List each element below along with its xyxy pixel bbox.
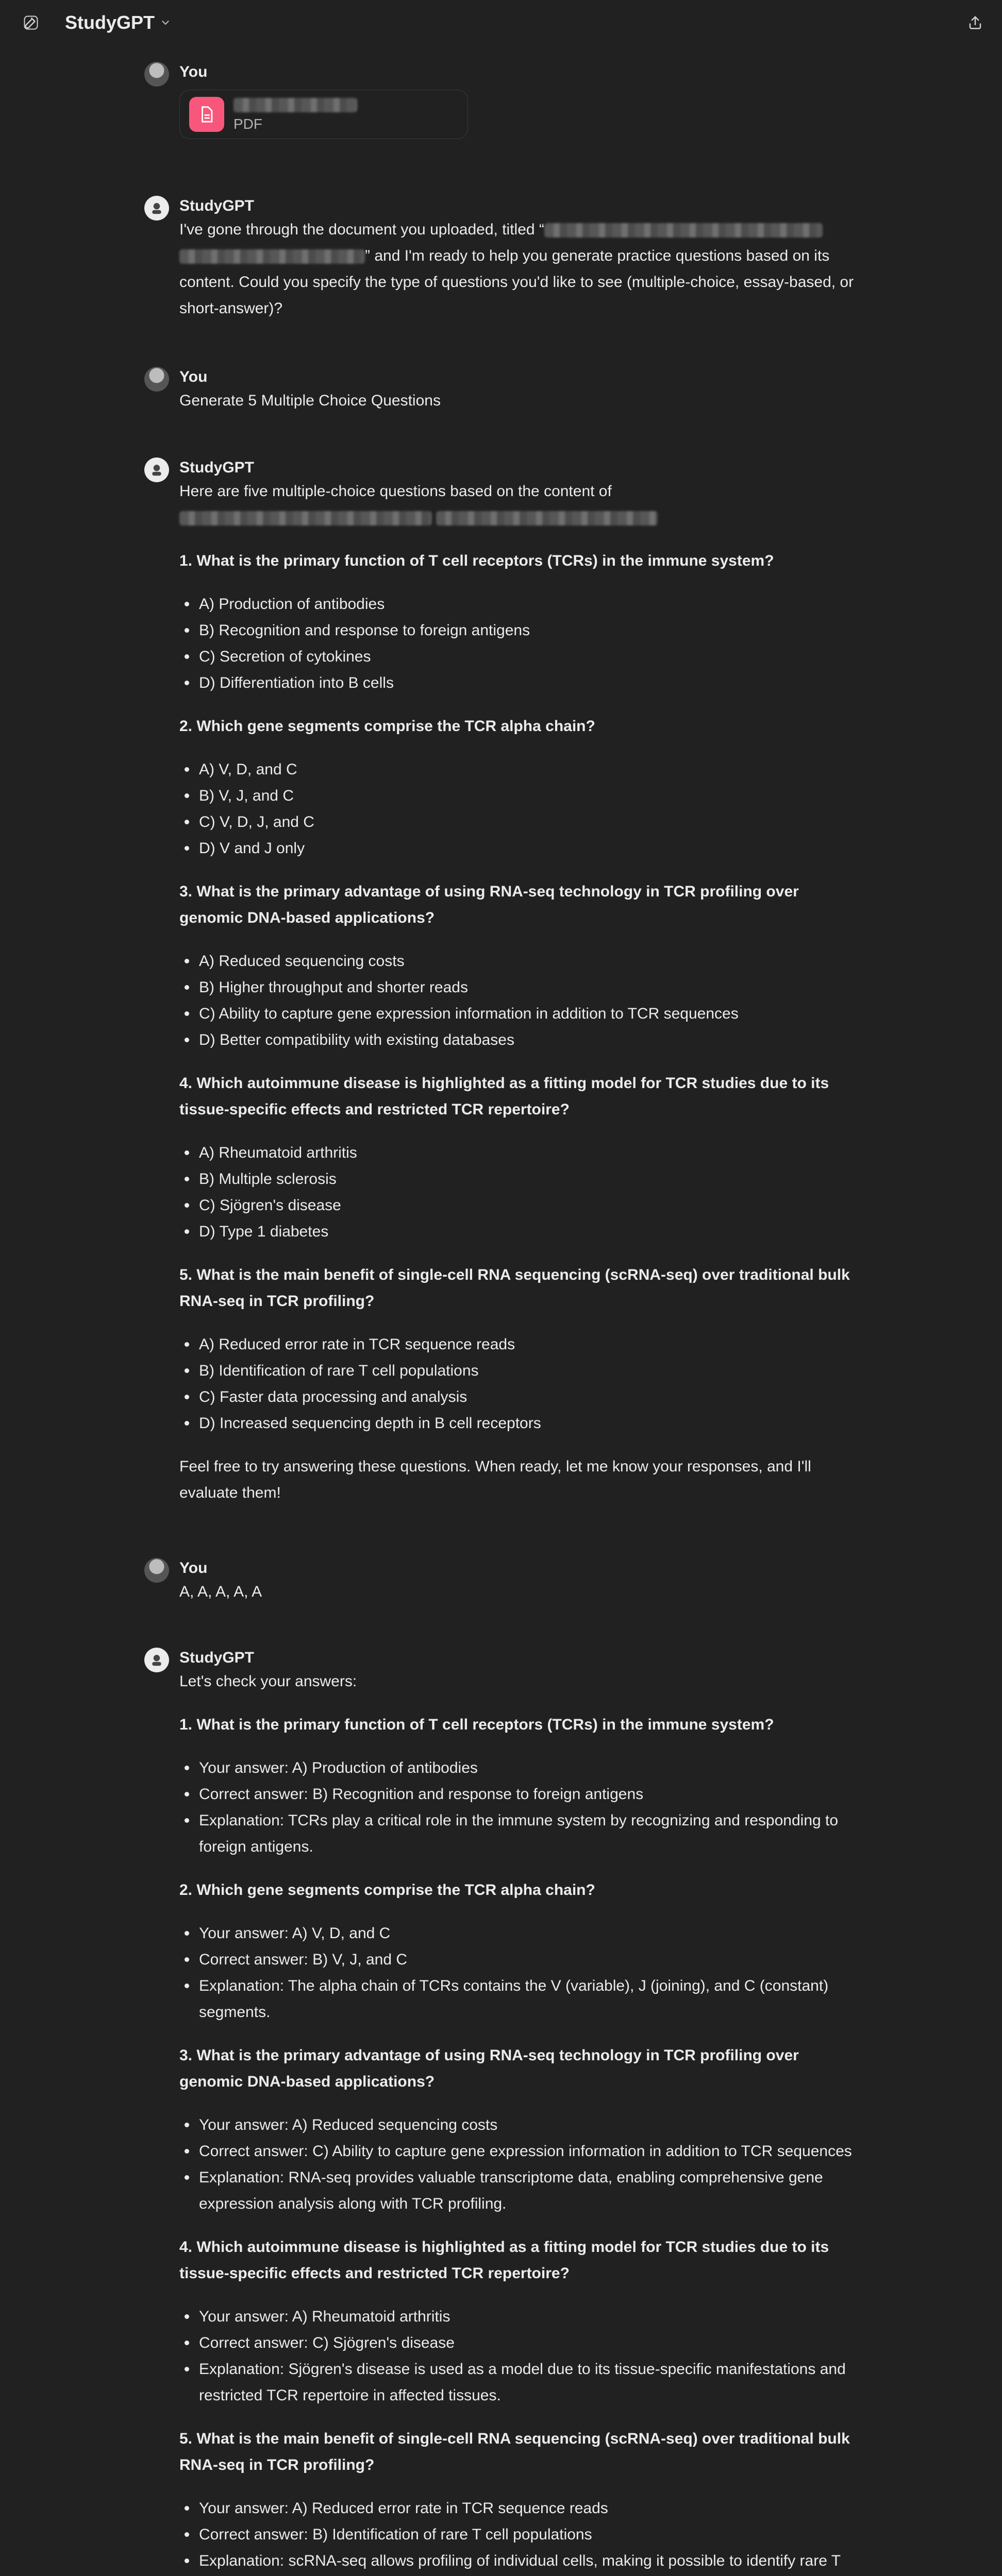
option-item: D) Increased sequencing depth in B cell receptors	[199, 1410, 866, 1436]
your-answer: Your answer: A) Rheumatoid arthritis	[199, 2303, 866, 2330]
user-avatar	[144, 1558, 169, 1583]
message-text: I've gone through the document you uploaded, titled “ ” and I'm ready to help you generate practice questions based on its content. Could you specify the type of questions you'd like to see (multiple-choice, essay-based, or short-answer)?	[179, 221, 854, 317]
file-attachment[interactable]	[179, 90, 468, 139]
assistant-message	[144, 196, 866, 321]
question-heading: 4. Which autoimmune disease is highlighted as a fitting model for TCR studies due to its tissue-specific effects and restricted TCR repertoire?	[179, 1075, 829, 1118]
sender-name: StudyGPT	[179, 197, 255, 214]
top-bar	[0, 0, 1002, 45]
option-item: B) Multiple sclerosis	[199, 1166, 866, 1192]
explanation: Explanation: Sjögren's disease is used as a model due to its tissue-specific manifestations and restricted TCR repertoire in affected tissues.	[199, 2356, 866, 2409]
studygpt-logo-icon	[149, 200, 164, 216]
user-message	[144, 1558, 866, 1605]
answer-list	[179, 2495, 866, 2576]
share-button[interactable]	[961, 8, 990, 37]
option-item: B) V, J, and C	[199, 783, 866, 809]
model-selector[interactable]	[65, 11, 171, 34]
studygpt-avatar	[144, 1648, 169, 1672]
user-message	[144, 367, 866, 414]
option-item: D) Type 1 diabetes	[199, 1218, 866, 1245]
redacted-title	[436, 511, 658, 526]
option-item: B) Identification of rare T cell populations	[199, 1358, 866, 1384]
studygpt-avatar	[144, 457, 169, 482]
correct-answer: Correct answer: B) V, J, and C	[199, 1946, 866, 1973]
studygpt-logo-icon	[149, 1652, 164, 1668]
answer-list	[179, 2303, 866, 2409]
model-name: StudyGPT	[65, 12, 155, 33]
question-heading: 2. Which gene segments comprise the TCR alpha chain?	[179, 1882, 595, 1899]
studygpt-avatar	[144, 196, 169, 221]
options-list	[179, 591, 866, 696]
user-avatar	[144, 62, 169, 87]
option-item: B) Recognition and response to foreign antigens	[199, 617, 866, 643]
answer-list	[179, 2112, 866, 2217]
option-item: A) Production of antibodies	[199, 591, 866, 617]
options-list	[179, 1331, 866, 1436]
option-item: D) Better compatibility with existing databases	[199, 1027, 866, 1053]
option-item: C) Secretion of cytokines	[199, 643, 866, 670]
option-item: A) Reduced sequencing costs	[199, 948, 866, 974]
file-type: PDF	[233, 116, 262, 132]
message-text: Generate 5 Multiple Choice Questions	[179, 392, 441, 409]
your-answer: Your answer: A) Production of antibodies	[199, 1755, 866, 1781]
your-answer: Your answer: A) Reduced error rate in TCR sequence reads	[199, 2495, 866, 2521]
option-item: A) V, D, and C	[199, 756, 866, 783]
studygpt-logo-icon	[149, 462, 164, 478]
correct-answer: Correct answer: B) Recognition and response to foreign antigens	[199, 1781, 866, 1807]
question-heading: 5. What is the main benefit of single-cell RNA sequencing (scRNA-seq) over traditional bulk RNA-seq in TCR profiling?	[179, 2430, 850, 2473]
message-intro: Let's check your answers:	[179, 1673, 357, 1690]
new-chat-button[interactable]	[16, 8, 45, 37]
option-item: C) Sjögren's disease	[199, 1192, 866, 1218]
redacted-title	[179, 249, 365, 264]
assistant-message	[144, 457, 866, 1506]
option-item: A) Reduced error rate in TCR sequence reads	[199, 1331, 866, 1358]
option-item: C) Faster data processing and analysis	[199, 1384, 866, 1410]
correct-answer: Correct answer: C) Ability to capture gene expression information in addition to TCR sequences	[199, 2138, 866, 2164]
your-answer: Your answer: A) Reduced sequencing costs	[199, 2112, 866, 2138]
explanation: Explanation: TCRs play a critical role in the immune system by recognizing and responding to foreign antigens.	[199, 1807, 866, 1860]
question-heading: 4. Which autoimmune disease is highlighted as a fitting model for TCR studies due to its tissue-specific effects and restricted TCR repertoire?	[179, 2239, 829, 2282]
answer-list	[179, 1755, 866, 1860]
edit-icon	[23, 15, 39, 30]
question-heading: 1. What is the primary function of T cell receptors (TCRs) in the immune system?	[179, 1716, 774, 1733]
your-answer: Your answer: A) V, D, and C	[199, 1920, 866, 1946]
correct-answer: Correct answer: B) Identification of rare T cell populations	[199, 2521, 866, 2548]
assistant-message	[144, 1648, 866, 2576]
redacted-title	[544, 223, 823, 238]
sender-name: You	[179, 368, 208, 385]
question-heading: 2. Which gene segments comprise the TCR alpha chain?	[179, 718, 595, 735]
option-item: B) Higher throughput and shorter reads	[199, 974, 866, 1001]
correct-answer: Correct answer: C) Sjögren's disease	[199, 2330, 866, 2356]
sender-name: StudyGPT	[179, 459, 255, 476]
question-heading: 3. What is the primary advantage of using RNA-seq technology in TCR profiling over genomic DNA-based applications?	[179, 883, 799, 926]
share-icon	[967, 15, 983, 30]
option-item: A) Rheumatoid arthritis	[199, 1140, 866, 1166]
options-list	[179, 1140, 866, 1245]
message-outro: Feel free to try answering these questions. When ready, let me know your responses, and I'll evaluate them!	[179, 1458, 811, 1501]
options-list	[179, 948, 866, 1053]
redacted-title	[179, 511, 432, 526]
explanation: Explanation: RNA-seq provides valuable transcriptome data, enabling comprehensive gene expression analysis along with TCR profiling.	[199, 2164, 866, 2217]
sender-name: You	[179, 1560, 208, 1577]
question-heading: 3. What is the primary advantage of using RNA-seq technology in TCR profiling over genomic DNA-based applications?	[179, 2047, 799, 2090]
option-item: D) V and J only	[199, 835, 866, 861]
option-item: C) Ability to capture gene expression information in addition to TCR sequences	[199, 1001, 866, 1027]
chevron-down-icon	[160, 17, 171, 28]
redacted-file-name	[233, 98, 357, 112]
user-avatar	[144, 367, 169, 392]
sender-name: You	[179, 63, 208, 80]
options-list	[179, 756, 866, 861]
explanation: Explanation: The alpha chain of TCRs contains the V (variable), J (joining), and C (constant) segments.	[199, 1973, 866, 2025]
message-text: A, A, A, A, A	[179, 1583, 262, 1600]
option-item: C) V, D, J, and C	[199, 809, 866, 835]
sender-name: StudyGPT	[179, 1649, 255, 1666]
document-icon	[189, 97, 224, 132]
message-intro: Here are five multiple-choice questions based on the content of	[179, 478, 866, 531]
user-message	[144, 62, 866, 139]
answer-list	[179, 1920, 866, 2025]
question-heading: 1. What is the primary function of T cell receptors (TCRs) in the immune system?	[179, 552, 774, 569]
option-item: D) Differentiation into B cells	[199, 670, 866, 696]
explanation: Explanation: scRNA-seq allows profiling of individual cells, making it possible to identify rare T	[199, 2548, 866, 2576]
question-heading: 5. What is the main benefit of single-cell RNA sequencing (scRNA-seq) over traditional bulk RNA-seq in TCR profiling?	[179, 1266, 850, 1310]
